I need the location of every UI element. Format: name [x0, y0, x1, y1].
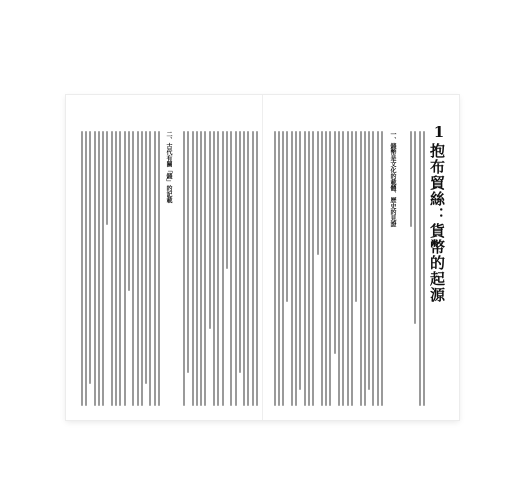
text-line [329, 131, 331, 406]
chapter-epigraph [403, 131, 425, 406]
text-line [187, 131, 189, 373]
text-line [325, 131, 327, 406]
text-line [321, 131, 323, 406]
text-line [414, 131, 416, 324]
text-line [312, 131, 314, 406]
text-line [192, 131, 194, 406]
page-gutter [262, 95, 263, 420]
right-page-body [270, 131, 383, 406]
text-line [85, 131, 87, 406]
text-line [423, 131, 425, 406]
text-line [106, 131, 108, 225]
text-line [226, 131, 228, 269]
text-line [372, 131, 374, 406]
text-line [351, 131, 353, 406]
text-line [119, 131, 121, 406]
text-line [377, 131, 379, 406]
text-line [222, 131, 224, 406]
text-line [239, 131, 241, 373]
chapter-title: 抱布貿絲：貨幣的起源 [428, 143, 446, 303]
text-line [243, 131, 245, 406]
text-line [286, 131, 288, 302]
text-line [149, 131, 151, 406]
text-line [355, 131, 357, 302]
text-line [299, 131, 301, 390]
text-line [209, 131, 211, 329]
text-line [81, 131, 83, 406]
text-line [141, 131, 143, 406]
text-line [252, 131, 254, 406]
text-line [217, 131, 219, 406]
text-line [282, 131, 284, 406]
right-section-heading: 一、錢幣是文化的載體、歷史的見證 [389, 131, 396, 227]
text-line [158, 131, 160, 406]
text-line [230, 131, 232, 406]
text-line [145, 131, 147, 384]
text-line [102, 131, 104, 406]
text-line [98, 131, 100, 406]
book-spread [66, 95, 459, 420]
text-line [334, 131, 336, 354]
text-line [291, 131, 293, 406]
text-line [347, 131, 349, 406]
text-line [247, 131, 249, 406]
left-page-body [74, 131, 160, 406]
text-line [295, 131, 297, 406]
text-line [204, 131, 206, 406]
text-line [256, 131, 258, 406]
text-line [111, 131, 113, 406]
text-line [360, 131, 362, 406]
text-line [94, 131, 96, 406]
text-line [128, 131, 130, 291]
text-line [124, 131, 126, 406]
text-line [308, 131, 310, 406]
text-line [368, 131, 370, 390]
text-line [115, 131, 117, 406]
text-line [154, 131, 156, 406]
text-line [410, 131, 412, 227]
text-line [381, 131, 383, 406]
text-line [342, 131, 344, 406]
text-line [200, 131, 202, 406]
text-line [132, 131, 134, 406]
text-line [278, 131, 280, 406]
text-line [137, 131, 139, 406]
text-line [235, 131, 237, 406]
text-line [338, 131, 340, 406]
text-line [419, 131, 421, 406]
text-line [196, 131, 198, 406]
chapter-number: 1 [430, 123, 448, 141]
left-page-body-intro [176, 131, 258, 406]
left-section-heading: 二、古代有關「錢」的記載 [165, 131, 172, 203]
text-line [317, 131, 319, 255]
text-line [213, 131, 215, 406]
text-line [183, 131, 185, 406]
text-line [364, 131, 366, 406]
text-line [304, 131, 306, 406]
text-line [89, 131, 91, 384]
text-line [274, 131, 276, 406]
